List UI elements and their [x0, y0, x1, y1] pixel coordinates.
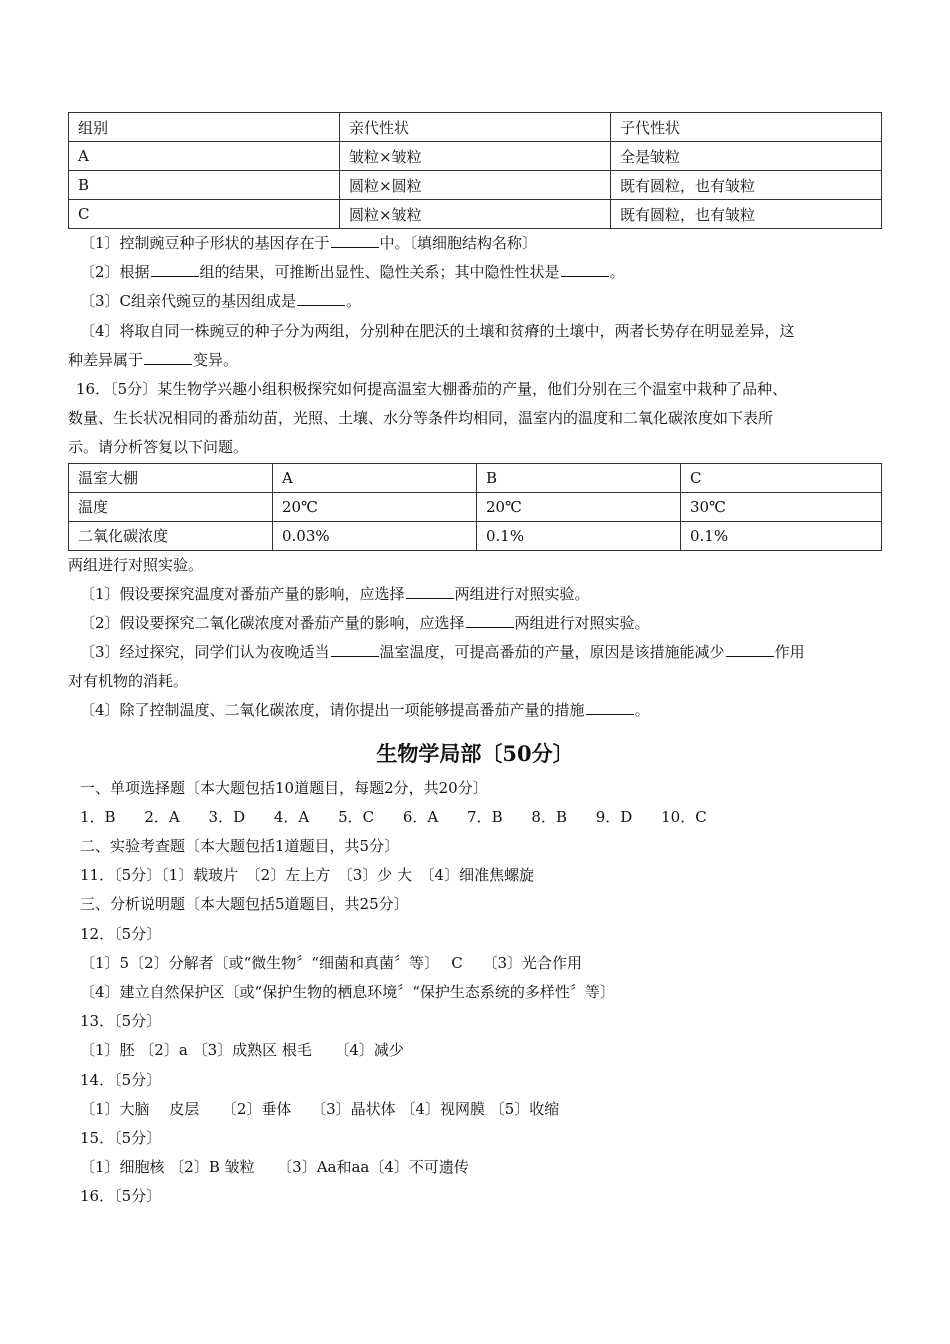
q16-part1: 〔1〕假设要探究温度对番茄产量的影响，应选择 两组进行对照实验。	[80, 584, 590, 603]
q15-part2: 〔2〕根据 组的结果，可推断出显性、隐性关系；其中隐性性状是 。	[80, 263, 625, 282]
table-cell: 30℃	[681, 492, 882, 521]
answer-13-heading: 13．〔5分〕	[80, 1012, 162, 1031]
q16-after-table: 两组进行对照实验。	[68, 555, 204, 574]
table-cell: 圆粒×圆粒	[340, 171, 611, 200]
section-heading: 一、单项选择题〔本大题包括10道题目，每题2分，共20分〕	[80, 778, 488, 797]
table-cell: 亲代性状	[340, 113, 611, 142]
table-cell: 0.1%	[681, 521, 882, 550]
table-cell: 0.1%	[477, 521, 681, 550]
table-row	[69, 142, 882, 171]
q15-part1: 〔1〕控制豌豆种子形状的基因存在于 中。〔填细胞结构名称〕	[80, 234, 538, 252]
choice-answer: 5．C	[338, 807, 375, 826]
q16-part3-cont: 对有机物的消耗。	[68, 672, 189, 691]
choice-answer: 8．B	[531, 807, 567, 826]
table-row	[69, 171, 882, 200]
table-cell: 20℃	[477, 492, 681, 521]
q16-part4: 〔4〕除了控制温度、二氧化碳浓度，请你提出一项能够提高番茄产量的措施 。	[80, 701, 650, 720]
answer-blank	[466, 626, 514, 628]
answer-blank	[331, 246, 379, 248]
choice-answer: 7．B	[467, 807, 503, 826]
q16-part3: 〔3〕经过探究，同学们认为夜晚适当 温室温度，可提高番茄的产量，原因是该措施能减少 作用	[80, 643, 805, 662]
answer-15: 〔1〕细胞核 〔2〕B 皱粒 〔3〕Aa和aa〔4〕不可遗传	[80, 1158, 469, 1177]
choice-answer: 4．A	[273, 807, 310, 826]
table-cell: 温室大棚	[69, 463, 273, 492]
answer-blank	[297, 304, 345, 306]
answer-15-heading: 15．〔5分〕	[80, 1128, 162, 1147]
choice-answer: 1．B	[80, 807, 116, 826]
answer-11: 11．〔5分〕〔1〕载玻片 〔2〕左上方 〔3〕少 大 〔4〕细准焦螺旋	[80, 866, 535, 885]
choice-answer: 10．C	[661, 807, 707, 826]
choice-answers	[68, 803, 882, 832]
q15-part4: 〔4〕将取自同一株豌豆的种子分为两组，分别种在肥沃的土壤和贫瘠的土壤中，两者长势存在明显差异，这	[80, 321, 795, 340]
section-heading: 三、分析说明题〔本大题包括5道题目，共25分〕	[80, 895, 409, 914]
table-cell: 二氧化碳浓度	[69, 521, 273, 550]
answer-blank	[726, 655, 774, 657]
table-cell: A	[273, 463, 477, 492]
section-heading: 二、实验考查题〔本大题包括1道题目，共5分〕	[80, 837, 400, 855]
choice-answer: 3．D	[208, 807, 246, 826]
table-cell: 皱粒×皱粒	[340, 142, 611, 171]
answer-blank	[406, 597, 454, 599]
answer-16-heading: 16．〔5分〕	[80, 1187, 162, 1206]
answer-blank	[586, 713, 634, 715]
table-cell: 组别	[69, 113, 340, 142]
table-cell: B	[477, 463, 681, 492]
table-cell: 圆粒×皱粒	[340, 200, 611, 229]
choice-answer: 2．A	[144, 807, 180, 826]
answer-blank	[144, 363, 192, 365]
table-cell: 全是皱粒	[611, 142, 882, 171]
table-cell: A	[69, 142, 340, 171]
table-cell: 0.03%	[273, 521, 477, 550]
pea-traits-table	[68, 112, 882, 229]
choice-answer: 6．A	[402, 807, 439, 826]
q15-part4-cont: 种差异属于 变异。	[68, 350, 239, 369]
page-content	[68, 112, 882, 1211]
answer-blank	[151, 275, 199, 277]
choice-answer: 9．D	[595, 807, 633, 826]
q16-intro-3: 示。请分析答复以下问题。	[68, 438, 249, 457]
table-row	[69, 492, 882, 521]
table-cell: C	[69, 200, 340, 229]
q15-part3: 〔3〕C组亲代豌豆的基因组成是 。	[80, 292, 362, 311]
answer-14: 〔1〕大脑 皮层 〔2〕垂体 〔3〕晶状体 〔4〕视网膜 〔5〕收缩	[80, 1099, 560, 1118]
answer-13: 〔1〕胚 〔2〕a 〔3〕成熟区 根毛 〔4〕减少	[80, 1041, 404, 1060]
table-cell: B	[69, 171, 340, 200]
table-header-row	[69, 463, 882, 492]
answer-blank	[561, 275, 609, 277]
answer-12-line1: 〔1〕5〔2〕分解者〔或“微生物〞“细菌和真菌〞等〕 C 〔3〕光合作用	[80, 953, 583, 972]
q16-intro-2: 数量、生长状况相同的番茄幼苗，光照、土壤、水分等条件均相同，温室内的温度和二氧化碳浓度如下表所	[68, 409, 774, 428]
table-cell: 子代性状	[611, 113, 882, 142]
table-cell: C	[681, 463, 882, 492]
table-row	[69, 521, 882, 550]
q16-part2: 〔2〕假设要探究二氧化碳浓度对番茄产量的影响，应选择 两组进行对照实验。	[80, 613, 650, 632]
answers-title: 生物学局部〔50分〕	[376, 740, 574, 766]
greenhouse-table	[68, 463, 882, 551]
q16-intro-1: 16．〔5分〕某生物学兴趣小组积极探究如何提高温室大棚番茄的产量，他们分别在三个温室中栽种了品种、	[76, 379, 788, 398]
table-cell: 温度	[69, 492, 273, 521]
table-cell: 既有圆粒，也有皱粒	[611, 200, 882, 229]
table-row	[69, 200, 882, 229]
answer-14-heading: 14．〔5分〕	[80, 1070, 162, 1089]
table-cell: 20℃	[273, 492, 477, 521]
answer-12-heading: 12．〔5分〕	[80, 924, 162, 943]
table-header-row	[69, 113, 882, 142]
table-cell: 既有圆粒，也有皱粒	[611, 171, 882, 200]
answer-12-line2: 〔4〕建立自然保护区〔或“保护生物的栖息环境〞“保护生态系统的多样性〞等〕	[80, 982, 615, 1001]
answer-blank	[331, 655, 379, 657]
